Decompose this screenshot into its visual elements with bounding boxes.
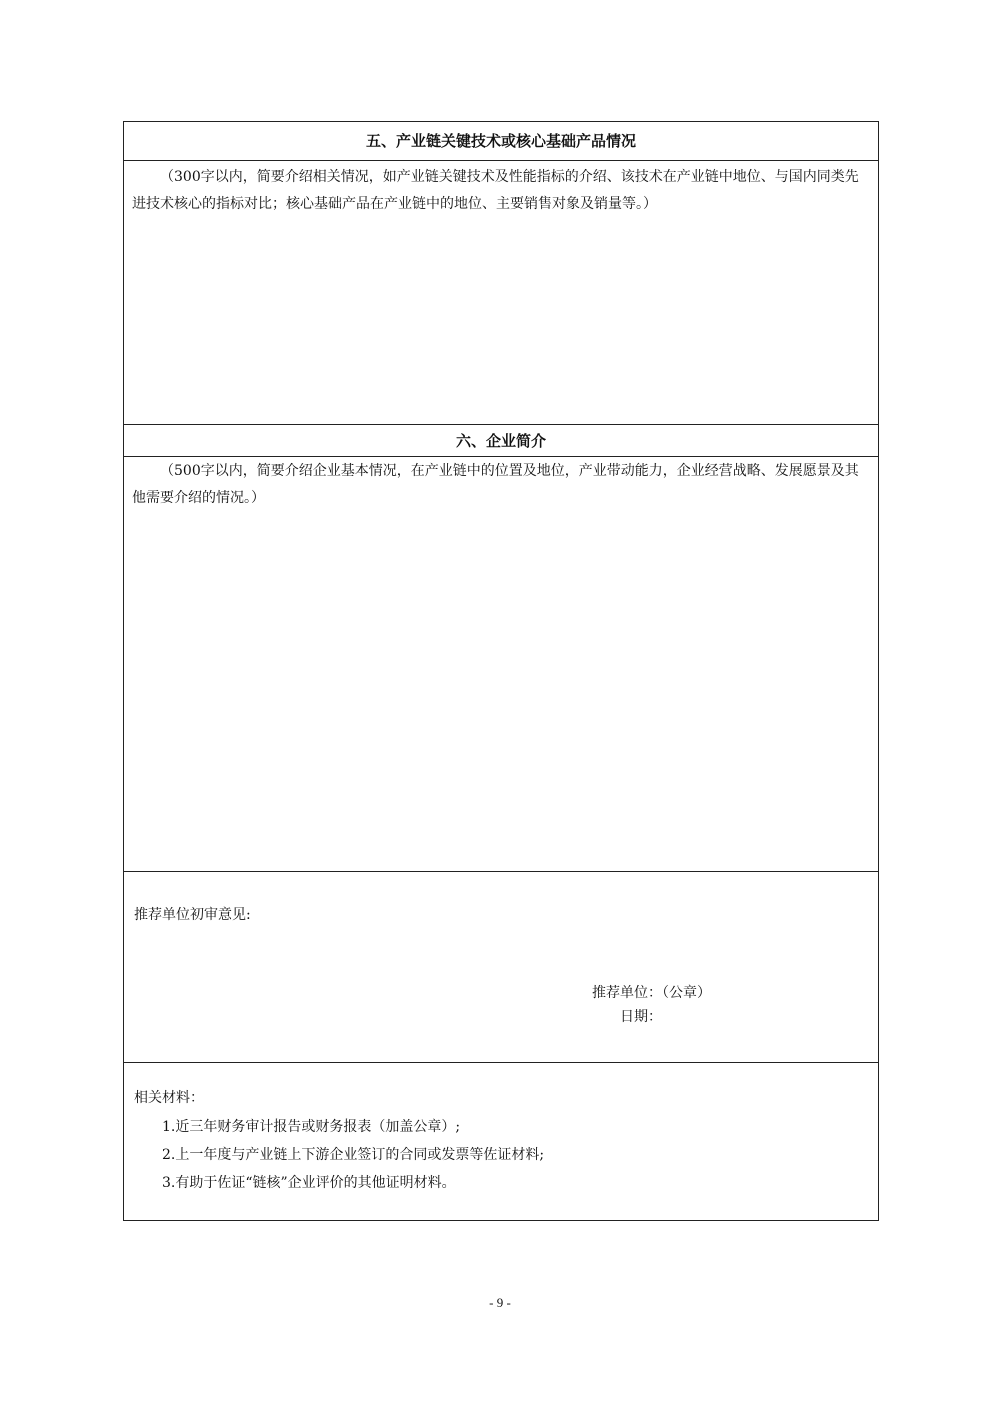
divider: [124, 456, 878, 457]
review-opinion-cell: [124, 872, 878, 1062]
recommending-unit-seal: 推荐单位：（公章）: [592, 985, 711, 1001]
list-item: 3.有助于佐证“链核”企业评价的其他证明材料。: [162, 1175, 456, 1191]
divider: [124, 160, 878, 161]
section6-title: 六、企业简介: [455, 432, 546, 450]
section5-instruction: （300字以内，简要介绍相关情况，如产业链关键技术及性能指标的介绍、该技术在产业链中地位、与国内同类先进技术核心的指标对比；核心基础产品在产业链中的地位、主要销售对象及销量等。）: [132, 169, 859, 212]
divider: [124, 1062, 878, 1063]
list-item: 2.上一年度与产业链上下游企业签订的合同或发票等佐证材料;: [162, 1147, 545, 1163]
review-date-label: 日期：: [620, 1009, 662, 1025]
list-item: 1.近三年财务审计报告或财务报表（加盖公章）;: [162, 1119, 461, 1135]
section5-title: 五、产业链关键技术或核心基础产品情况: [365, 132, 636, 150]
related-materials-label: 相关材料：: [134, 1090, 204, 1106]
related-materials-list: [124, 1113, 878, 1197]
section6-instruction: （500字以内，简要介绍企业基本情况，在产业链中的位置及地位，产业带动能力，企业经营战略、发展愿景及其他需要介绍的情况。）: [132, 463, 859, 506]
review-opinion-label: 推荐单位初审意见:: [134, 907, 251, 923]
application-form-table: [123, 121, 879, 1221]
page-number: - 9 -: [489, 1295, 511, 1310]
